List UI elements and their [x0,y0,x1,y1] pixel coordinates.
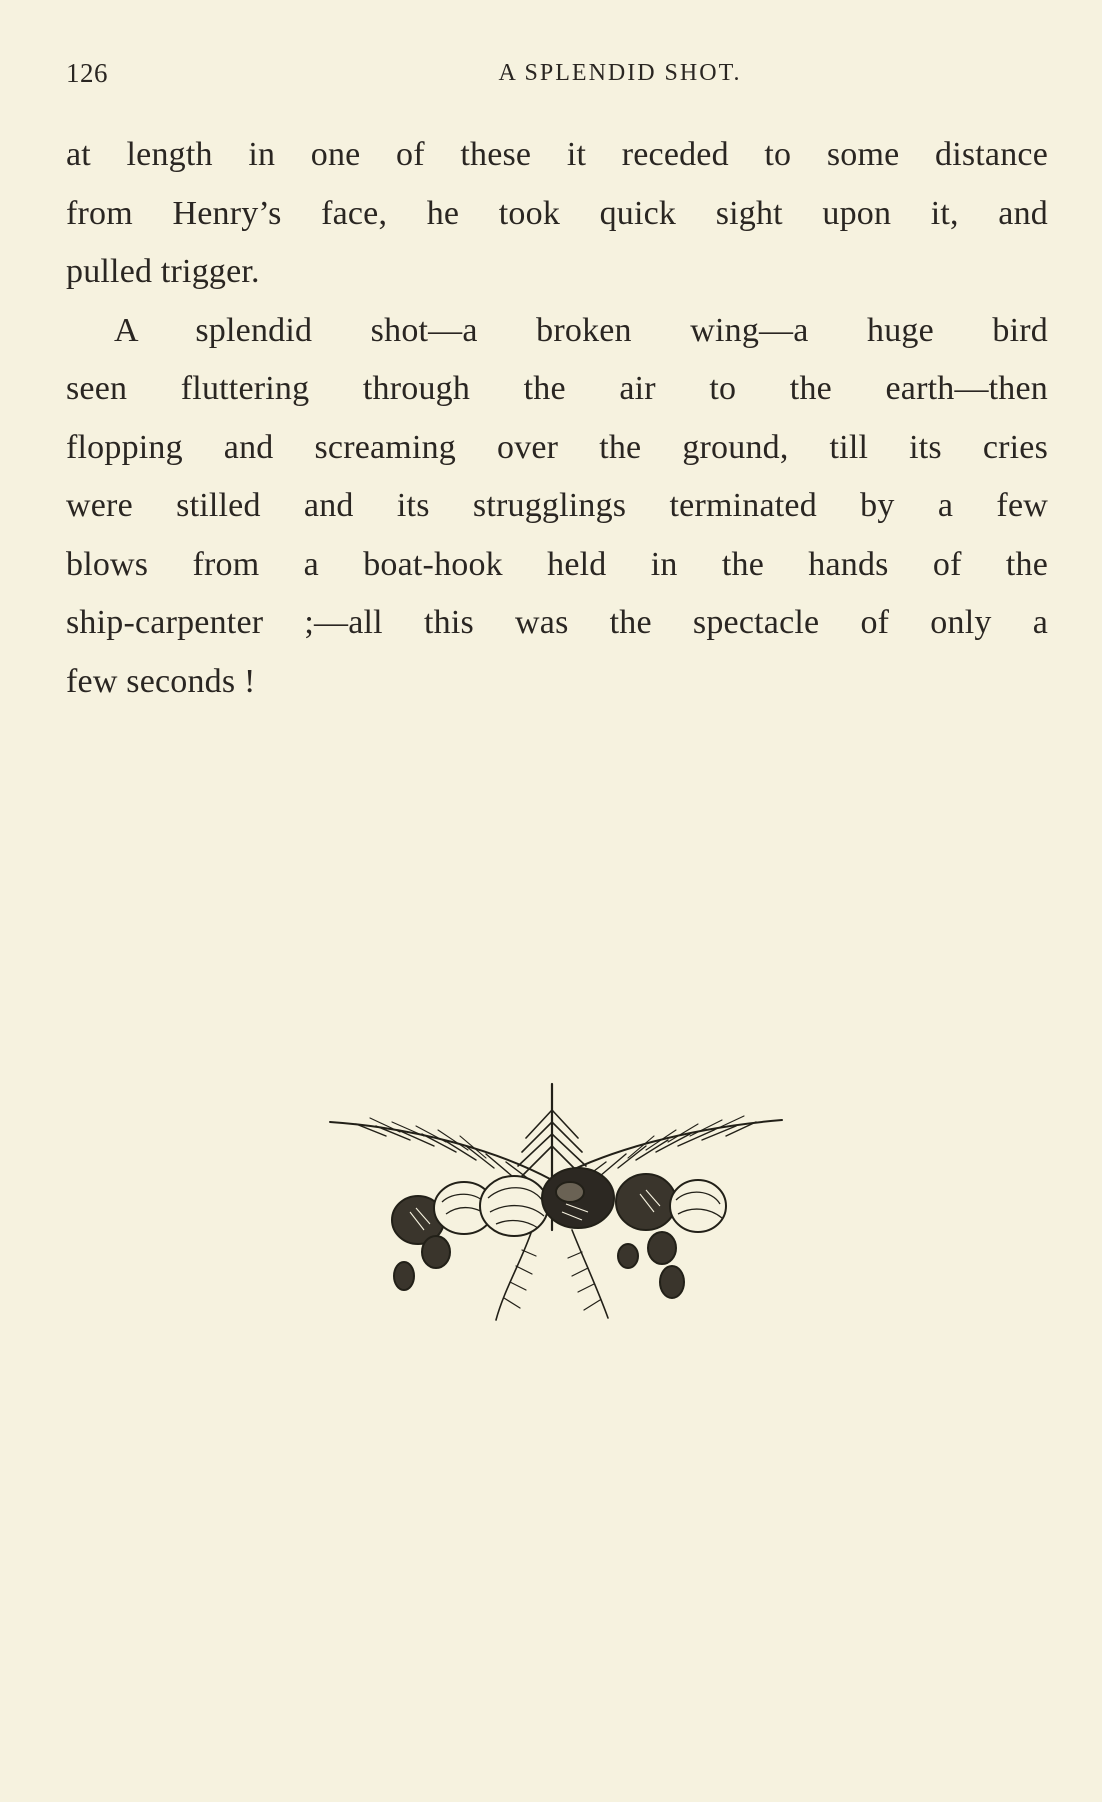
text-line: A splendid shot—a broken wing—a huge bird [114,311,1048,349]
text-line: flopping and screaming over the ground, till its cries [66,428,1048,466]
text-line: few seconds ! [66,662,256,700]
text-line: seen fluttering through the air to the earth—then [66,370,1048,407]
page-number: 126 [66,58,108,88]
text-line: at length in one of these it receded to some distance [66,136,1048,173]
text-line: were stilled and its strugglings terminated by a few [66,487,1048,524]
body-text [66,126,1048,711]
text-line: pulled trigger. [66,253,260,290]
text-line: ship-carpenter ;—all this was the spectacle of only a [66,604,1048,641]
running-head [66,58,1054,94]
running-title: A SPLENDID SHOT. [498,60,742,86]
text-line: from Henry’s face, he took quick sight upon it, and [66,194,1048,232]
fruit-and-palm-leaves-vignette-icon [326,1080,786,1340]
text-line: blows from a boat-hook held in the hands of the [66,545,1048,583]
